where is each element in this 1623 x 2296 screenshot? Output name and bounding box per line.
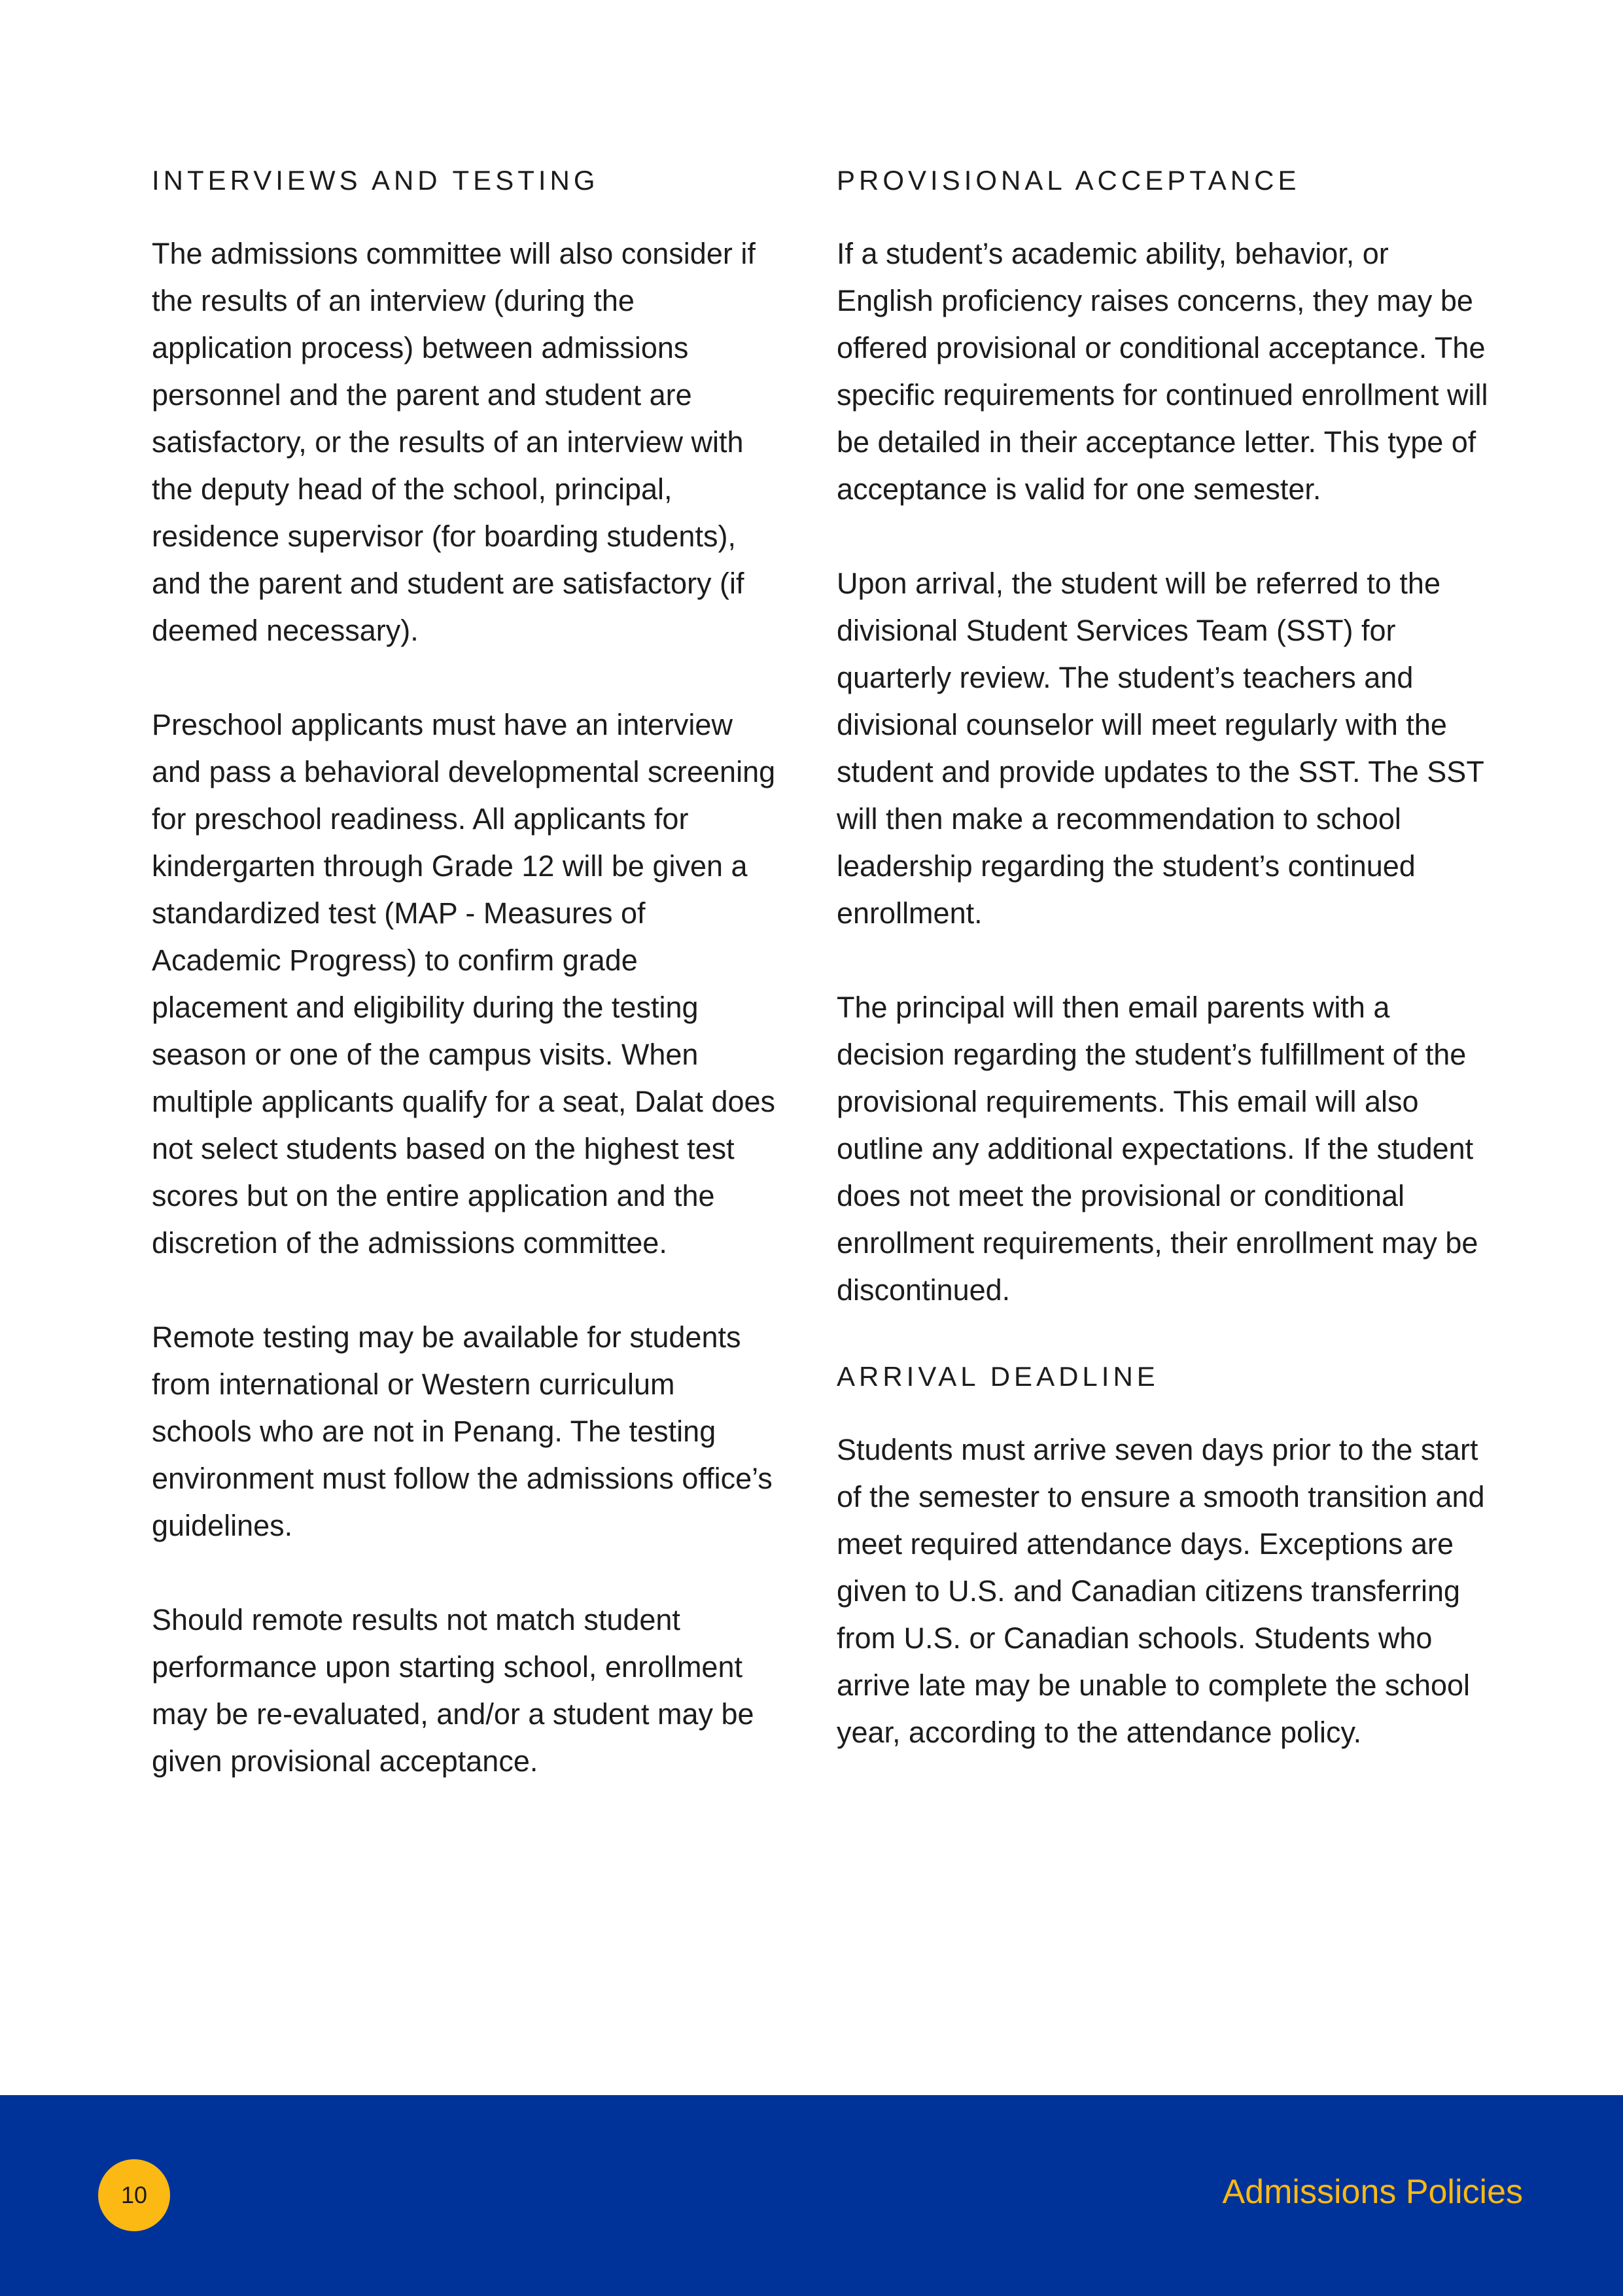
interviews-testing-heading: INTERVIEWS AND TESTING [152, 165, 599, 196]
provisional-concerns-paragraph: If a student’s academic ability, behavior, or English proficiency raises concerns, they may be offered provisional or conditional acceptance. The specific requirements for continued enrollment will be detailed in their acceptance letter. This type of acceptance is valid for one semester. [837, 237, 1488, 506]
left-column [152, 164, 780, 1785]
preschool-testing-paragraph: Preschool applicants must have an interview and pass a behavioral developmental screening for preschool readiness. All applicants for kindergarten through Grade 12 will be given a standardized test (MAP - Measures of Academic Progress) to confirm grade placement and eligibility during the testing season or one of the campus visits. When multiple applicants qualify for a seat, Dalat does not select students based on the highest test scores but on the entire application and the discretion of the admissions committee. [152, 708, 776, 1260]
arrival-deadline-paragraph: Students must arrive seven days prior to the start of the semester to ensure a smooth transition and meet required attendance days. Exceptions are given to U.S. and Canadian citizens transferring from U.S. or Canadian schools. Students who arrive late may be unable to complete the school year, according to the attendance policy. [837, 1433, 1485, 1749]
remote-testing-paragraph: Remote testing may be available for students from international or Western curriculum schools who are not in Penang. The testing environment must follow the admissions office’s guidelines. [152, 1320, 773, 1542]
page-footer [0, 2095, 1623, 2296]
provisional-acceptance-heading: PROVISIONAL ACCEPTANCE [837, 165, 1300, 196]
sst-review-paragraph: Upon arrival, the student will be referred to the divisional Student Services Team (SST) for quarterly review. The student’s teachers and divisional counselor will meet regularly with the student and provide updates to the SST. The SST will then make a recommendation to school leadership regarding the student’s continued enrollment. [837, 567, 1484, 930]
page-number-badge: 10 [98, 2159, 170, 2231]
remote-results-paragraph: Should remote results not match student performance upon starting school, enrollment may be re-evaluated, and/or a student may be given provisional acceptance. [152, 1603, 754, 1778]
interview-paragraph: The admissions committee will also consider if the results of an interview (during the application process) between admissions personnel and the parent and student are satisfactory, or the results of an interview with the deputy head of the school, principal, residence supervisor (for boarding students), and the parent and student are satisfactory (if deemed necessary). [152, 237, 756, 647]
right-column [837, 164, 1491, 1756]
footer-section-title: Admissions Policies [1222, 2173, 1523, 2211]
principal-decision-paragraph: The principal will then email parents with a decision regarding the student’s fulfillment of the provisional requirements. This email will also outline any additional expectations. If the student does not meet the provisional or conditional enrollment requirements, their enrollment may be discontinued. [837, 991, 1478, 1307]
arrival-deadline-heading: ARRIVAL DEADLINE [837, 1361, 1159, 1392]
